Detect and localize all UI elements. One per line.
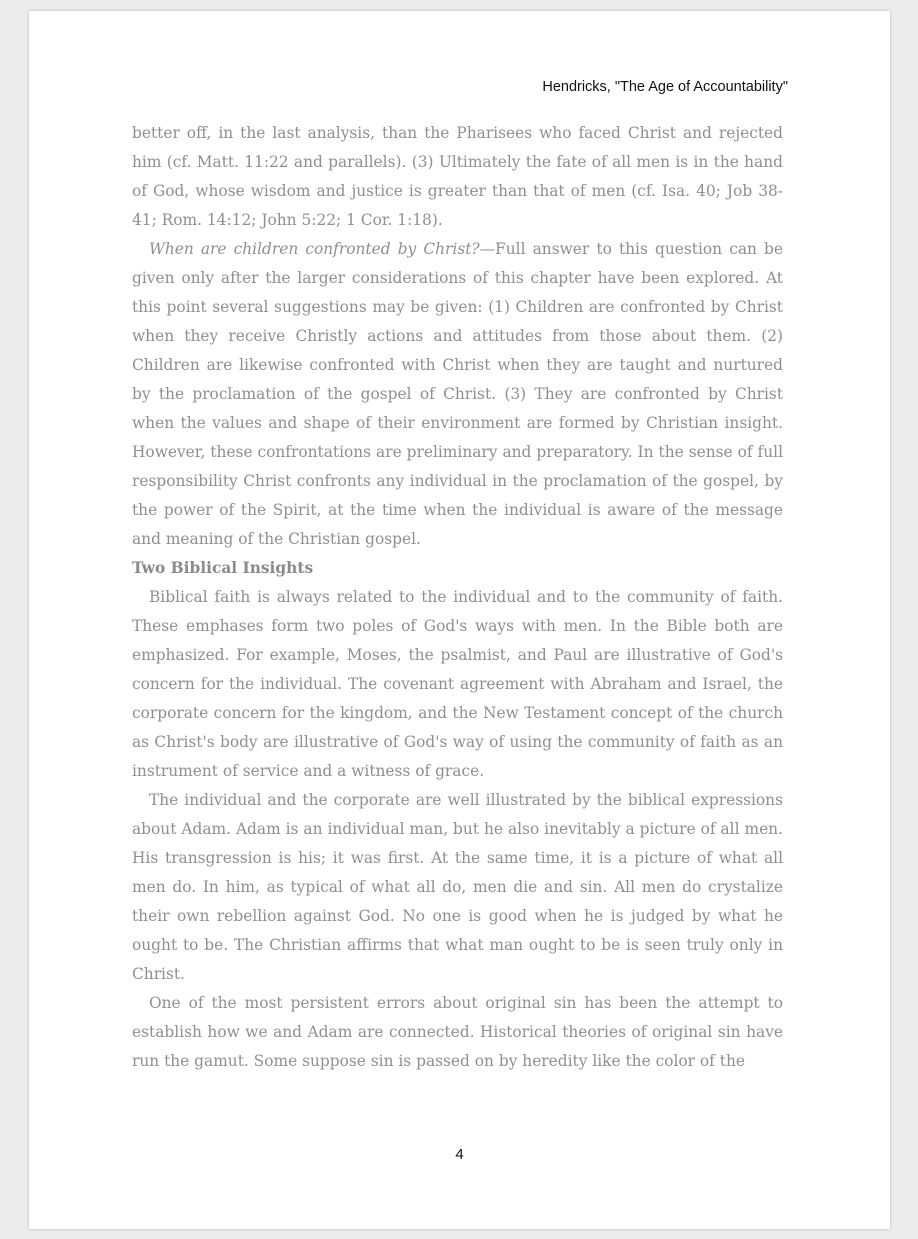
section-heading: Two Biblical Insights [132, 559, 314, 577]
paragraph-lead-question: When are children confronted by Christ? [149, 240, 480, 258]
paragraph-original-sin: One of the most persistent errors about original sin has been the attempt to establish how we and Adam are connected. Historical theories of original sin have run the gamut. Some suppose sin is passed on by heredity like the color of the [132, 994, 783, 1070]
page-number: 4 [455, 1146, 464, 1163]
paragraph-children-confronted [132, 235, 783, 554]
paragraph-body: —Full answer to this question can be given only after the larger considerations of this chapter have been explored. At this point several suggestions may be given: (1) Children are confronted by Christ when they receive Christly actions and attitudes from those about them. (2) Children are likewise confronted with Christ when they are taught and nurtured by the proclamation of the gospel of Christ. (3) They are confronted by Christ when the values and shape of their environment are formed by Christian insight. However, these confrontations are preliminary and preparatory. In the sense of full responsibility Christ confronts any individual in the proclamation of the gospel, by the power of the Spirit, at the time when the individual is aware of the message and meaning of the Christian gospel. [132, 240, 783, 548]
document-page [29, 11, 890, 1229]
paragraph-adam: The individual and the corporate are well illustrated by the biblical expressions about Adam. Adam is an individual man, but he also inevitably a picture of all men. His transgression is his; it was first. At the same time, it is a picture of what all men do. In him, as typical of what all do, men die and sin. All men do crystalize their own rebellion against God. No one is good when he is judged by what he ought to be. The Christian affirms that what man ought to be is seen truly only in Christ. [132, 791, 783, 983]
running-header: Hendricks, "The Age of Accountability" [542, 79, 788, 95]
paragraph-biblical-faith: Biblical faith is always related to the individual and to the community of faith. These emphases form two poles of God's ways with men. In the Bible both are emphasized. For example, Moses, the psalmist, and Paul are illustrative of God's concern for the individual. The covenant agreement with Abraham and Israel, the corporate concern for the kingdom, and the New Testament concept of the church as Christ's body are illustrative of God's way of using the community of faith as an instrument of service and a witness of grace. [132, 588, 783, 780]
paragraph-continuation: better off, in the last analysis, than the Pharisees who faced Christ and rejected him (cf. Matt. 11:22 and parallels). (3) Ultimately the fate of all men is in the hand of God, whose wisdom and justice is greater than that of men (cf. Isa. 40; Job 38-41; Rom. 14:12; John 5:22; 1 Cor. 1:18). [132, 124, 783, 229]
body-text [132, 119, 783, 1076]
